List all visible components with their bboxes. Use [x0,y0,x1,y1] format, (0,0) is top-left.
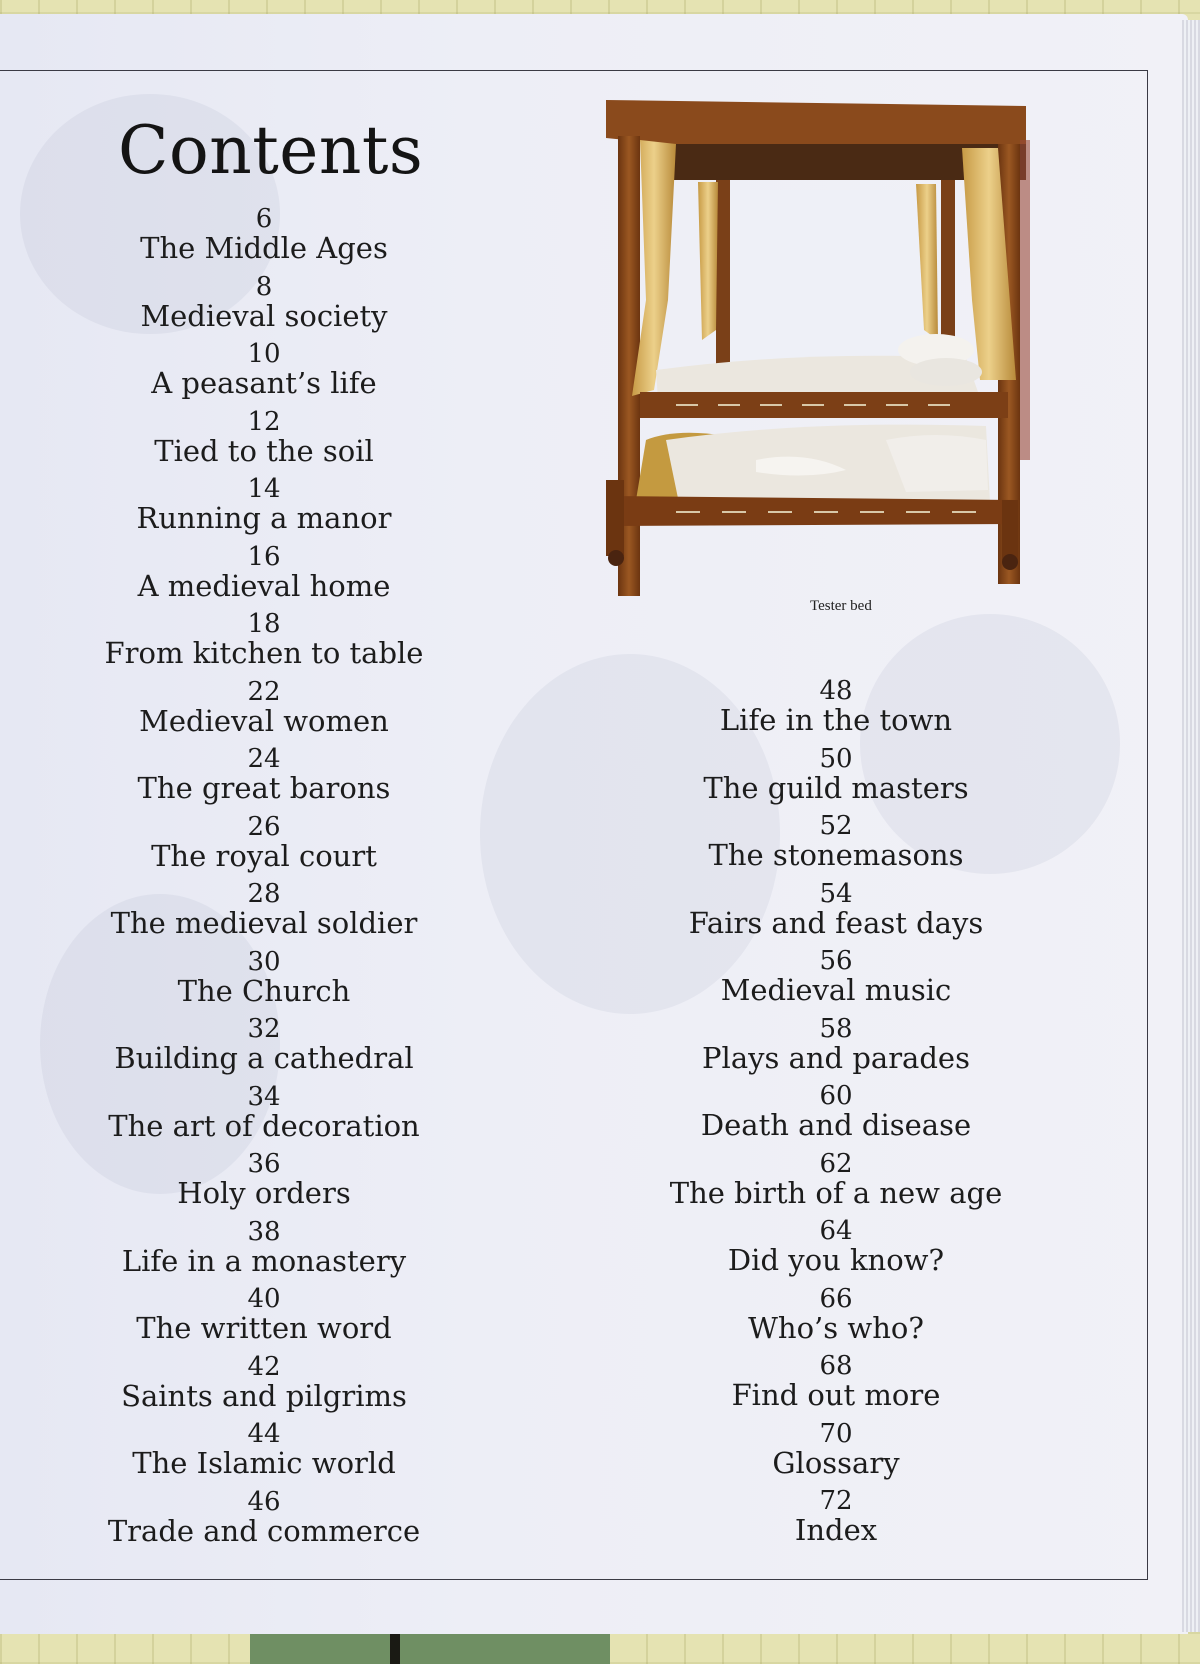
chapter-title: The great barons [137,771,391,805]
chapter-title: Death and disease [700,1108,972,1142]
page-number: 14 [247,474,281,504]
contents-entry[interactable] [703,743,969,814]
page-number: 52 [819,811,853,841]
contents-entry[interactable] [137,476,392,544]
contents-entry[interactable] [151,811,377,882]
chapter-title: Life in the town [719,703,953,737]
contents-entry[interactable] [720,678,952,746]
contents-entry[interactable] [121,1351,407,1422]
illustration-caption: Tester bed [810,598,872,614]
contents-entry[interactable] [138,746,391,814]
contents-list-left [104,206,424,1556]
contents-entry[interactable] [136,1286,391,1354]
contents-entry[interactable] [114,1016,413,1084]
chapter-title: Trade and commerce [107,1513,421,1548]
chapter-title: Life in a monastery [121,1243,407,1278]
contents-entry[interactable] [111,881,418,949]
contents-entry[interactable] [177,946,351,1017]
chapter-title: The written word [136,1311,392,1345]
chapter-title: Plays and parades [702,1040,970,1075]
page-title: Contents [118,112,424,189]
page-number: 8 [255,271,273,302]
contents-entry[interactable] [732,1353,941,1421]
page-edge [1182,20,1200,1632]
chapter-title: Fairs and feast days [688,905,984,940]
chapter-title: The stonemasons [708,838,964,872]
contents-entry[interactable] [701,1083,971,1151]
contents-list-right [660,678,1012,1556]
chapter-title: Running a manor [136,501,392,535]
chapter-title: Medieval women [139,703,389,738]
chapter-title: Building a cathedral [114,1041,414,1075]
contents-entry[interactable] [728,1218,944,1286]
page-number: 32 [247,1014,281,1044]
chapter-title: Medieval music [720,973,952,1007]
page-number: 12 [247,406,281,437]
contents-entry[interactable] [748,1283,924,1354]
page-number: 22 [247,676,281,707]
page-number: 36 [247,1149,281,1179]
chapter-title: Find out more [731,1378,941,1412]
page-number: 46 [247,1486,281,1517]
page-number: 72 [819,1486,853,1516]
contents-entry[interactable] [154,406,374,477]
contents-entry[interactable] [105,611,424,679]
chapter-title: Index [794,1513,878,1547]
contents-entry[interactable] [140,206,388,274]
chapter-title: Medieval society [140,298,388,333]
page-number: 40 [247,1284,281,1314]
page-number: 50 [819,743,853,774]
page-number: 54 [819,878,853,909]
contents-entry[interactable] [795,1488,877,1556]
chapter-title: The guild masters [703,770,969,805]
chapter-title: Glossary [772,1445,900,1480]
page-number: 38 [247,1216,281,1247]
contents-entry[interactable] [669,1148,1003,1219]
contents-entry[interactable] [177,1151,350,1219]
contents-entry[interactable] [132,1421,396,1489]
chapter-title: The Islamic world [132,1446,396,1480]
page-number: 56 [819,946,853,976]
chapter-title: The Church [177,973,351,1008]
tester-bed-icon [606,100,1096,620]
tester-bed-illustration [606,100,1096,620]
page-number: 34 [247,1081,281,1112]
page-number: 68 [819,1351,853,1381]
chapter-title: The birth of a new age [669,1175,1003,1210]
chapter-title: Tied to the soil [154,433,374,468]
contents-entry[interactable] [151,341,376,409]
contents-entry[interactable] [772,1418,900,1489]
contents-entry[interactable] [721,948,952,1016]
chapter-title: Who’s who? [748,1310,924,1345]
chapter-title: The Middle Ages [140,231,388,265]
contents-entry[interactable] [108,1081,420,1152]
page-number: 44 [247,1419,281,1449]
chapter-title: A peasant’s life [151,366,377,400]
page-number: 18 [247,609,281,639]
chapter-title: The art of decoration [108,1108,420,1143]
page-number: 48 [819,676,853,706]
page-number: 42 [247,1351,281,1382]
page-number: 58 [819,1013,853,1044]
chapter-title: Did you know? [727,1243,945,1277]
contents-entry[interactable] [688,878,984,949]
contents-entry[interactable] [137,541,391,612]
chapter-title: The medieval soldier [110,906,418,940]
chapter-title: Holy orders [177,1176,351,1210]
page-number: 64 [819,1216,853,1246]
chapter-title: A medieval home [137,568,391,603]
chapter-title: From kitchen to table [104,636,424,670]
contents-entry[interactable] [121,1216,407,1287]
page-number: 28 [247,879,281,909]
contents-entry[interactable] [140,271,388,342]
page-number: 24 [247,744,281,774]
page-number: 6 [255,204,273,234]
page-number: 26 [247,811,281,842]
chapter-title: The royal court [151,838,377,873]
page-number: 30 [247,946,281,977]
page-number: 66 [819,1283,853,1314]
page-number: 10 [247,339,281,369]
contents-entry[interactable] [709,813,964,881]
contents-entry[interactable] [139,676,389,747]
page-number: 60 [819,1081,853,1111]
contents-entry[interactable] [107,1486,421,1557]
chapter-title: Saints and pilgrims [121,1378,407,1413]
contents-entry[interactable] [702,1013,970,1084]
page-number: 70 [819,1418,853,1449]
page-number: 62 [819,1148,853,1179]
page-number: 16 [247,541,281,572]
